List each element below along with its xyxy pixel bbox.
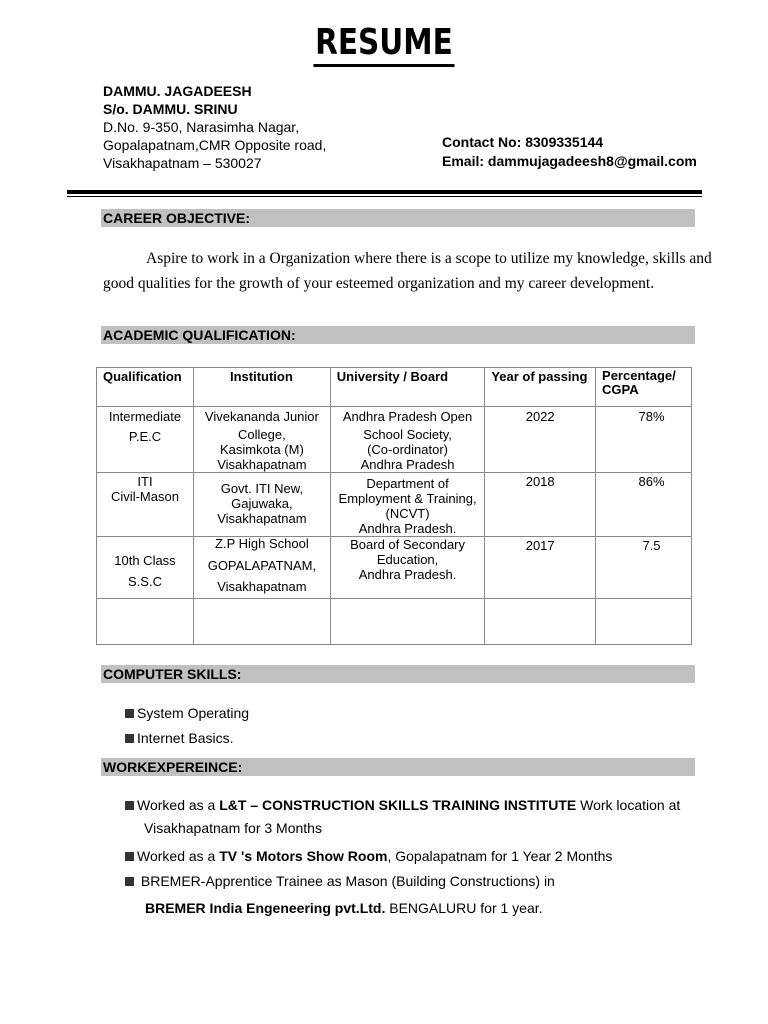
- work-company: BREMER India Engeneering pvt.Ltd.: [145, 900, 386, 916]
- contact-details: [442, 133, 697, 171]
- divider-thin: [67, 196, 702, 197]
- cell-percentage: 78%: [596, 407, 692, 473]
- personal-details: [103, 82, 326, 172]
- col-year: Year of passing: [485, 368, 596, 407]
- skill-text: System Operating: [137, 705, 250, 721]
- work-text: BREMER-Apprentice Trainee as Mason (Building Constructions) in: [140, 873, 555, 889]
- email-address: Email: dammujagadeesh8@gmail.com: [442, 153, 697, 169]
- col-institution: Institution: [193, 368, 330, 407]
- career-objective-body: Aspire to work in a Organization where there is a scope to utilize my knowledge, skills and good qualities for the growth of your esteemed organization and my career development.: [103, 250, 712, 292]
- work-text: BENGALURU for 1 year.: [385, 900, 543, 916]
- empty-cell: [193, 599, 330, 645]
- work-company: TV 's Motors Show Room: [219, 848, 388, 864]
- cell-institution: Z.P High School GOPALAPATNAM, Visakhapatnam: [193, 537, 330, 599]
- work-company: L&T – CONSTRUCTION SKILLS TRAINING INSTITUTE: [219, 797, 577, 813]
- resume-title-text: RESUME: [314, 22, 455, 67]
- work-item-1: [125, 794, 725, 840]
- cell-board: Andhra Pradesh Open School Society, (Co-ordinator) Andhra Pradesh: [330, 407, 485, 473]
- cell-qualification: 10th Class S.S.C: [97, 537, 194, 599]
- cell-board: Department of Employment & Training, (NCVT) Andhra Pradesh.: [330, 473, 485, 537]
- contact-number: Contact No: 8309335144: [442, 134, 604, 150]
- list-item: [125, 729, 234, 747]
- square-bullet-icon: [125, 801, 134, 810]
- applicant-name: DAMMU. JAGADEESH: [103, 83, 252, 99]
- skill-text: Internet Basics.: [137, 730, 234, 746]
- cell-percentage: 7.5: [596, 537, 692, 599]
- work-text: , Gopalapatnam for 1 Year 2 Months: [387, 848, 613, 864]
- divider-thick: [67, 190, 702, 194]
- table-header-row: [97, 368, 692, 407]
- empty-cell: [485, 599, 596, 645]
- square-bullet-icon: [125, 709, 134, 718]
- work-text: Worked as a: [137, 797, 220, 813]
- address-line-2: Gopalapatnam,CMR Opposite road,: [103, 137, 327, 153]
- table-row: [97, 473, 692, 537]
- empty-cell: [97, 599, 194, 645]
- cell-board: Board of Secondary Education, Andhra Pradesh.: [330, 537, 485, 599]
- cell-year: 2018: [485, 473, 596, 537]
- cell-qualification: ITI Civil-Mason: [97, 473, 194, 537]
- parent-name: S/o. DAMMU. SRINU: [103, 101, 238, 117]
- work-item-3: [125, 870, 725, 920]
- col-board: University / Board: [330, 368, 485, 407]
- resume-title: [0, 22, 768, 67]
- address-line-3: Visakhapatnam – 530027: [103, 155, 262, 171]
- cell-percentage: 86%: [596, 473, 692, 537]
- col-qualification: Qualification: [97, 368, 194, 407]
- table-row-empty: [97, 599, 692, 645]
- square-bullet-icon: [125, 877, 134, 886]
- cell-year: 2017: [485, 537, 596, 599]
- career-objective-heading: CAREER OBJECTIVE:: [101, 209, 695, 227]
- work-text: Worked as a: [137, 848, 220, 864]
- empty-cell: [596, 599, 692, 645]
- cell-qualification: Intermediate P.E.C: [97, 407, 194, 473]
- square-bullet-icon: [125, 734, 134, 743]
- career-objective-text: [103, 246, 723, 296]
- address-line-1: D.No. 9-350, Narasimha Nagar,: [103, 119, 300, 135]
- col-percentage: Percentage/ CGPA: [596, 368, 692, 407]
- academic-heading: ACADEMIC QUALIFICATION:: [101, 326, 695, 344]
- table-row: [97, 407, 692, 473]
- empty-cell: [330, 599, 485, 645]
- work-text: Visakhapatnam for 3 Months: [144, 820, 322, 836]
- work-experience-heading: WORKEXPEREINCE:: [101, 758, 695, 776]
- cell-year: 2022: [485, 407, 596, 473]
- work-text: Work location at: [576, 797, 681, 813]
- work-item-2: [125, 845, 725, 868]
- list-item: [125, 704, 249, 722]
- academic-table: [96, 367, 692, 645]
- cell-institution: Govt. ITI New, Gajuwaka, Visakhapatnam: [193, 473, 330, 537]
- cell-institution: Vivekananda Junior College, Kasimkota (M) Visakhapatnam: [193, 407, 330, 473]
- square-bullet-icon: [125, 852, 134, 861]
- table-row: [97, 537, 692, 599]
- computer-skills-heading: COMPUTER SKILLS:: [101, 665, 695, 683]
